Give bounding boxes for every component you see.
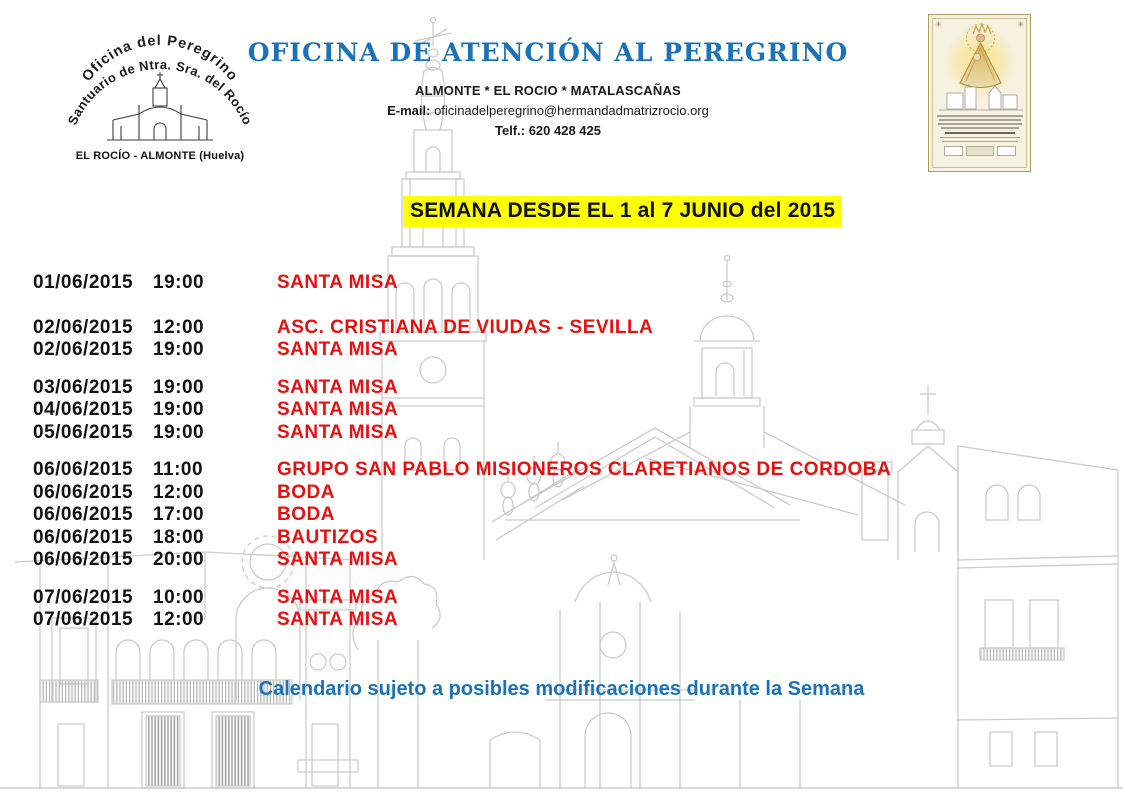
schedule-time: 19:00 <box>153 421 205 443</box>
week-banner-text: SEMANA DESDE EL 1 al 7 JUNIO del 2015 <box>403 196 842 227</box>
virgen-del-rocio-certificate <box>928 14 1031 172</box>
schedule-row <box>33 482 933 505</box>
schedule-date: 06/06/2015 <box>33 459 134 480</box>
schedule-row <box>33 422 933 445</box>
schedule-event: BODA <box>277 504 335 525</box>
email-label: E-mail: <box>387 103 431 118</box>
phone-value: 620 428 425 <box>528 123 601 138</box>
schedule-event: SANTA MISA <box>277 549 399 570</box>
week-banner <box>403 196 842 227</box>
schedule-event: ASC. CRISTIANA DE VIUDAS - SEVILLA <box>277 316 654 338</box>
virgin-figure <box>933 21 1027 113</box>
schedule-row <box>33 377 933 400</box>
schedule-event: BAUTIZOS <box>277 526 379 548</box>
schedule-date: 02/06/2015 <box>33 339 134 360</box>
certificate-signature-boxes <box>937 146 1022 156</box>
schedule-event: GRUPO SAN PABLO MISIONEROS CLARETIANOS DE CORDOBA <box>277 459 892 480</box>
schedule-row <box>33 459 933 482</box>
schedule-event: SANTA MISA <box>277 376 399 398</box>
schedule-time: 19:00 <box>153 272 205 293</box>
schedule-time: 20:00 <box>153 549 205 570</box>
schedule-row <box>33 527 933 550</box>
schedule-row <box>33 317 933 340</box>
schedule-time: 12:00 <box>153 316 205 338</box>
schedule-row <box>33 339 933 362</box>
email-line <box>238 103 858 118</box>
schedule-row <box>33 587 933 610</box>
page-title: OFICINA DE ATENCIÓN AL PEREGRINO <box>247 38 849 67</box>
email-value: oficinadelperegrino@hermandadmatrizrocio.org <box>434 103 709 118</box>
schedule-date: 05/06/2015 <box>33 421 134 443</box>
footer-note: Calendario sujeto a posibles modificaciones durante la Semana <box>258 678 865 700</box>
schedule-row <box>33 399 933 422</box>
schedule-time: 17:00 <box>153 504 205 525</box>
schedule-time: 19:00 <box>153 399 205 420</box>
schedule-date: 06/06/2015 <box>33 526 134 548</box>
stamp-arc-top-text: Oficina del Peregrino <box>79 32 241 85</box>
stamp-arc-bottom-text: Santuario de Ntra. Sra. del Rocío <box>64 56 256 128</box>
schedule-event: BODA <box>277 481 335 503</box>
schedule-time: 18:00 <box>153 526 205 548</box>
schedule-date: 04/06/2015 <box>33 399 134 420</box>
schedule-row <box>33 609 933 632</box>
stamp-caption: EL ROCÍO - ALMONTE (Huelva) <box>75 150 245 162</box>
schedule-date: 03/06/2015 <box>33 376 134 398</box>
certificate-text-lines <box>937 115 1022 156</box>
schedule-date: 06/06/2015 <box>33 504 134 525</box>
week-schedule <box>33 272 933 647</box>
phone-label: Telf.: <box>494 123 526 138</box>
pilgrim-office-stamp <box>60 28 260 174</box>
schedule-day-group <box>33 377 933 445</box>
schedule-time: 12:00 <box>153 481 205 503</box>
schedule-event: SANTA MISA <box>277 586 399 608</box>
schedule-date: 06/06/2015 <box>33 481 134 503</box>
schedule-date: 07/06/2015 <box>33 586 134 608</box>
phone-line <box>238 123 858 138</box>
schedule-row <box>33 272 933 295</box>
schedule-time: 19:00 <box>153 376 205 398</box>
certificate-corner-ornament: ✳ <box>1017 20 1024 29</box>
schedule-date: 02/06/2015 <box>33 316 134 338</box>
document-header <box>238 38 858 138</box>
schedule-row <box>33 549 933 572</box>
schedule-date: 07/06/2015 <box>33 609 134 630</box>
schedule-day-group <box>33 459 933 572</box>
schedule-event: SANTA MISA <box>277 421 399 443</box>
schedule-row <box>33 504 933 527</box>
schedule-event: SANTA MISA <box>277 399 399 420</box>
certificate-corner-ornament: ✳ <box>935 20 942 29</box>
schedule-time: 11:00 <box>153 459 204 480</box>
locations-line: ALMONTE * EL ROCIO * MATALASCAÑAS <box>415 83 681 98</box>
stamp-hermitage-drawing <box>107 72 213 140</box>
schedule-day-group <box>33 272 933 295</box>
schedule-day-group <box>33 587 933 632</box>
schedule-date: 06/06/2015 <box>33 549 134 570</box>
schedule-time: 19:00 <box>153 339 205 360</box>
schedule-time: 10:00 <box>153 586 205 608</box>
schedule-event: SANTA MISA <box>277 339 399 360</box>
schedule-time: 12:00 <box>153 609 205 630</box>
schedule-event: SANTA MISA <box>277 272 399 293</box>
schedule-date: 01/06/2015 <box>33 272 134 293</box>
schedule-day-group <box>33 317 933 362</box>
schedule-event: SANTA MISA <box>277 609 399 630</box>
